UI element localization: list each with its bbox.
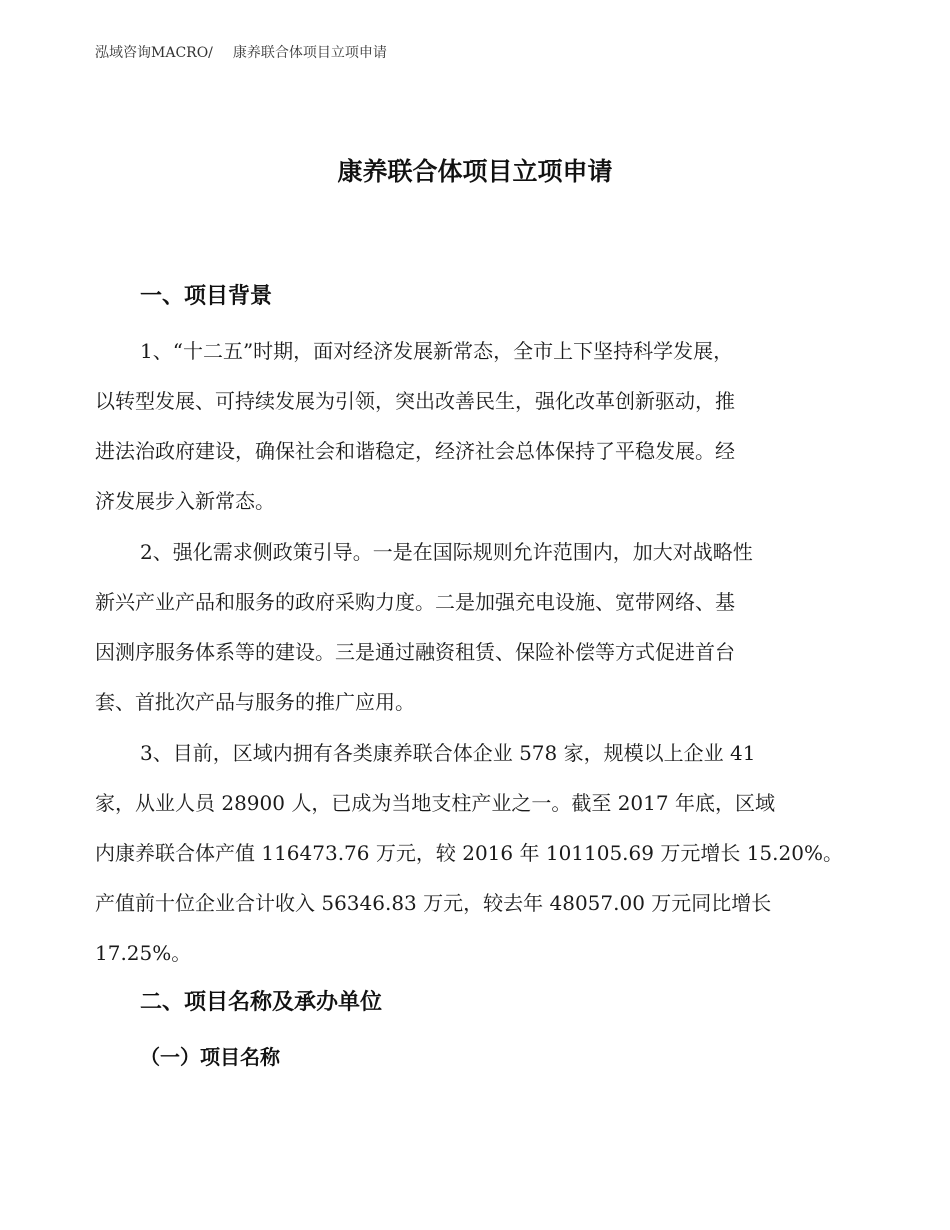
paragraph-line: 2、强化需求侧政策引导。一是在国际规则允许范围内，加大对战略性 [140,540,753,564]
running-header [95,42,387,62]
paragraph-line: 产值前十位企业合计收入 56346.83 万元，较去年 48057.00 万元同比增长 [95,891,772,915]
section-heading-background: 一、项目背景 [140,284,273,309]
paragraph-line: 进法治政府建设，确保社会和谐稳定，经济社会总体保持了平稳发展。经 [95,439,735,463]
paragraph-line: 套、首批次产品与服务的推广应用。 [95,690,415,714]
paragraph-line: 新兴产业产品和服务的政府采购力度。二是加强充电设施、宽带网络、基 [95,590,735,614]
paragraph-line: 1、“十二五”时期，面对经济发展新常态，全市上下坚持科学发展， [140,339,734,363]
paragraph-line: 家，从业人员 28900 人，已成为当地支柱产业之一。截至 2017 年底，区域 [95,791,775,815]
paragraph-line: 以转型发展、可持续发展为引领，突出改善民生，强化改革创新驱动，推 [95,389,735,413]
document-title: 康养联合体项目立项申请 [337,157,613,186]
header-doc-title: 康养联合体项目立项申请 [232,45,387,61]
paragraph-line: 17.25%。 [95,941,192,965]
paragraph-line: 济发展步入新常态。 [95,489,275,513]
header-org: 泓域咨询MACRO/ [95,45,213,61]
paragraph-line: 内康养联合体产值 116473.76 万元，较 2016 年 101105.69 万元增长 15.20%。 [95,841,843,865]
paragraph-line: 3、目前，区域内拥有各类康养联合体企业 578 家，规模以上企业 41 [140,741,756,765]
section-heading-project-name-and-organizer: 二、项目名称及承办单位 [140,990,383,1015]
subsection-heading-project-name: （一）项目名称 [140,1045,280,1069]
paragraph-line: 因测序服务体系等的建设。三是通过融资租赁、保险补偿等方式促进首台 [95,640,735,664]
